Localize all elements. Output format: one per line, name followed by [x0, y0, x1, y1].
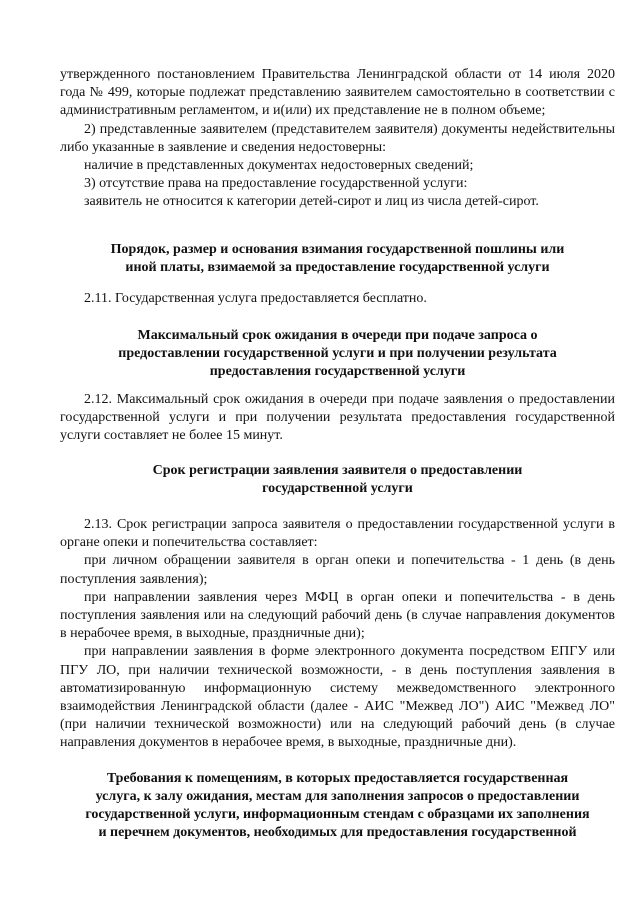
heading-line: Срок регистрации заявления заявителя о предоставлении	[152, 463, 523, 478]
paragraph: 2) представленные заявителем (представителем заявителя) документы недействительны либо указанные в заявление и сведения недостоверны:	[60, 121, 615, 155]
heading-fee	[60, 241, 615, 277]
paragraph: 2.12. Максимальный срок ожидания в очереди при подаче заявления о предоставлении государственной услуги и при получении результата предоставления государственной услуги составляет не более 15 минут.	[60, 392, 615, 444]
section-2-12	[60, 391, 615, 446]
heading-line: Требования к помещениям, в которых предоставляется государственная	[106, 771, 569, 786]
heading-line: иной платы, взимаемой за предоставление государственной услуги	[125, 260, 550, 275]
heading-line: государственной услуги	[262, 481, 413, 496]
heading-line: Порядок, размер и основания взимания государственной пошлины или	[110, 242, 565, 257]
paragraph: заявитель не относится к категории детей-сирот и лиц из числа детей-сирот.	[84, 194, 539, 210]
section-refusal-grounds	[60, 66, 615, 212]
heading-queue-time	[60, 327, 615, 381]
paragraph: 2.13. Срок регистрации запроса заявителя о предоставлении государственной услуги в органе опеки и попечительства составляет:	[60, 517, 615, 551]
heading-line: услуга, к залу ожидания, местам для заполнения запросов о предоставлении	[95, 789, 580, 804]
heading-registration-time	[60, 462, 615, 498]
section-2-11	[60, 290, 615, 308]
paragraph: 3) отсутствие права на предоставление государственной услуги:	[84, 176, 468, 192]
heading-line: государственной услуги, информационным стендам с образцами их заполнения	[85, 807, 590, 822]
heading-line: и перечнем документов, необходимых для предоставления государственной	[98, 825, 577, 840]
paragraph: наличие в представленных документах недостоверных сведений;	[84, 158, 474, 174]
paragraph: при направлении заявления в форме электронного документа посредством ЕПГУ или ПГУ ЛО, при наличии технической возможности, - в день поступления заявления в автоматизированную информационную систему межведомственного электронного взаимодействия Ленинградской области (далее - АИС "Межвед ЛО") АИС "Межвед ЛО" (при наличии технической возможности) или на следующий рабочий день (в случае направления документов в нерабочее время, в выходные, праздничные дни).	[60, 644, 615, 751]
paragraph: 2.11. Государственная услуга предоставляется бесплатно.	[84, 291, 427, 306]
heading-line: предоставлении государственной услуги и при получении результата	[118, 346, 557, 361]
section-2-13	[60, 516, 615, 753]
paragraph: при личном обращении заявителя в орган опеки и попечительства - 1 день (в день поступления заявления);	[60, 553, 615, 587]
paragraph: утвержденного постановлением Правительства Ленинградской области от 14 июля 2020 года № 499, которые подлежат представлению заявителем самостоятельно в соответствии с административным регламентом, и и(или) их представление не в полном объеме;	[60, 67, 615, 119]
heading-premises-requirements	[60, 770, 615, 842]
heading-line: Максимальный срок ожидания в очереди при подаче запроса о	[137, 328, 538, 343]
paragraph: при направлении заявления через МФЦ в орган опеки и попечительства - в день поступления заявления или на следующий рабочий день (в случае направления документов в нерабочее время, в выходные, праздничные дни);	[60, 589, 615, 642]
heading-line: предоставления государственной услуги	[209, 364, 466, 379]
